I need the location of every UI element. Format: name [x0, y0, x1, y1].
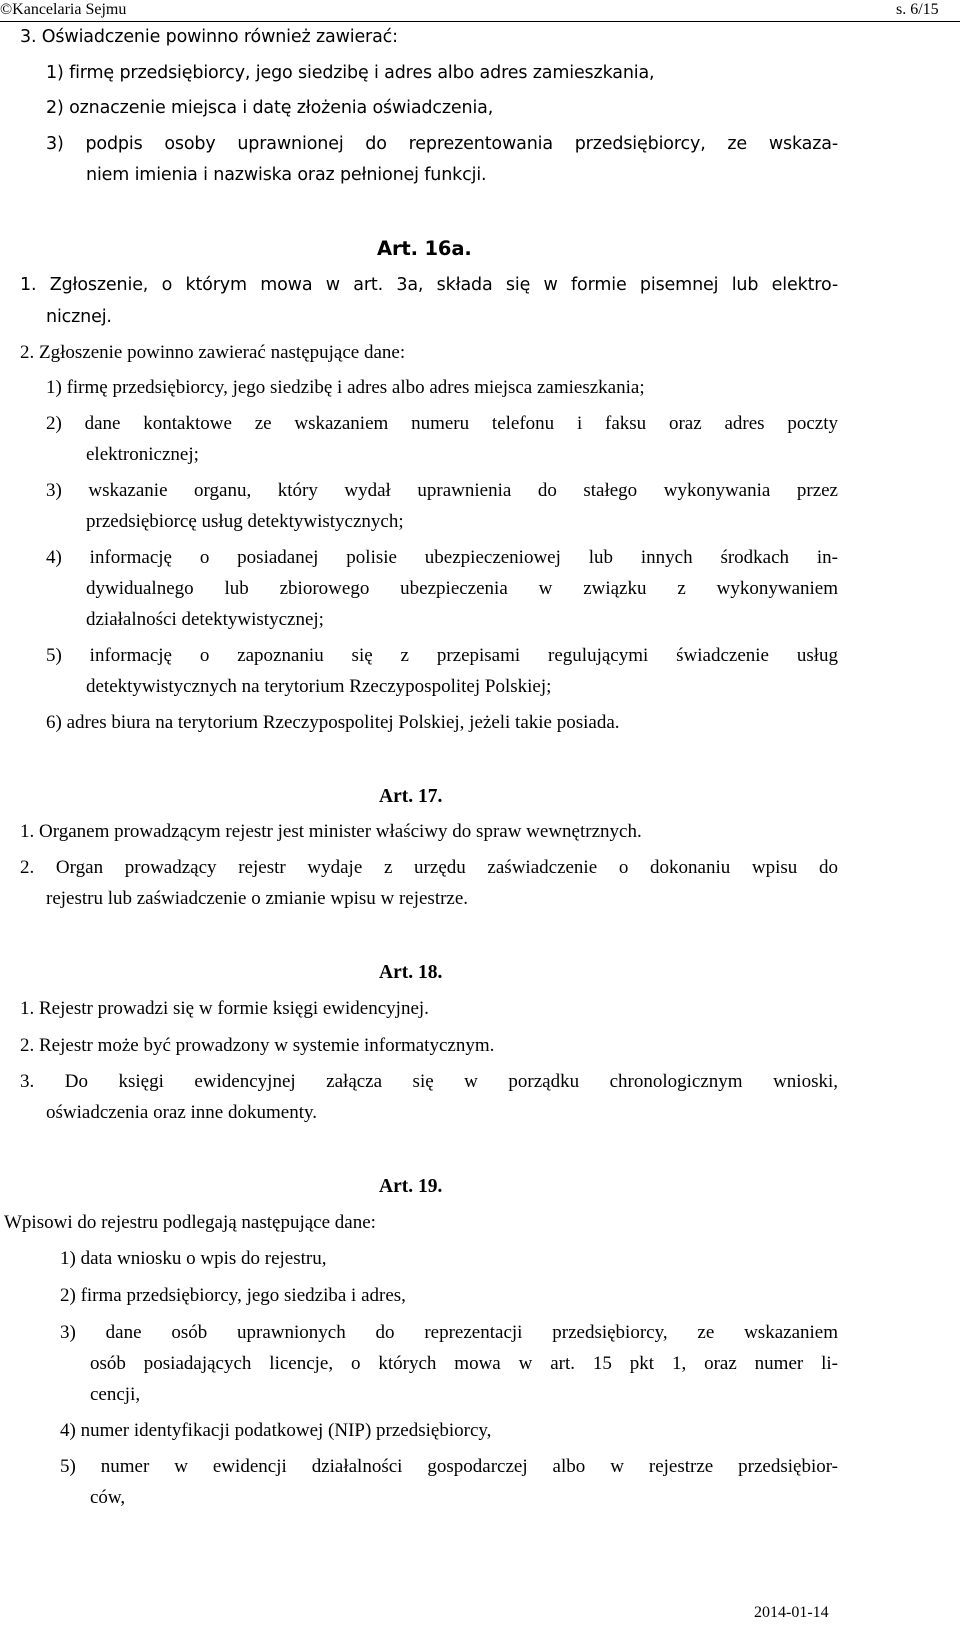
list-item: 2) oznaczenie miejsca i datę złożenia oświadczenia, [46, 98, 494, 118]
paragraph: Wpisowi do rejestru podlegają następujące dane: [4, 1212, 376, 1233]
list-item: 3) podpis osoby uprawnionej do reprezentowania przedsiębiorcy, ze wskaza- [46, 134, 838, 154]
list-item: 1) data wniosku o wpis do rejestru, [60, 1248, 327, 1269]
list-item: 5) informację o zapoznaniu się z przepisami regulującymi świadczenie usług [46, 645, 838, 666]
list-item-continuation: niem imienia i nazwiska oraz pełnionej funkcji. [86, 165, 487, 185]
paragraph: 3. Do księgi ewidencyjnej załącza się w porządku chronologicznym wnioski, [20, 1071, 838, 1092]
list-item-continuation: elektronicznej; [86, 444, 199, 465]
list-item-continuation: osób posiadających licencje, o których mowa w art. 15 pkt 1, oraz numer li- [90, 1353, 838, 1374]
paragraph-continuation: nicznej. [46, 307, 112, 327]
paragraph: 1. Organem prowadzącym rejestr jest minister właściwy do spraw wewnętrznych. [20, 821, 642, 842]
header-source: ©Kancelaria Sejmu [0, 1, 127, 18]
footer-date: 2014-01-14 [754, 1604, 829, 1621]
paragraph: 1. Rejestr prowadzi się w formie księgi ewidencyjnej. [20, 998, 429, 1019]
header-divider [0, 21, 960, 22]
list-item: 1) firmę przedsiębiorcy, jego siedzibę i adres albo adres miejsca zamieszkania; [46, 377, 645, 398]
list-item: 1) firmę przedsiębiorcy, jego siedzibę i adres albo adres zamieszkania, [46, 63, 655, 83]
list-item: 4) numer identyfikacji podatkowej (NIP) przedsiębiorcy, [60, 1420, 492, 1441]
list-item: 3) wskazanie organu, który wydał uprawnienia do stałego wykonywania przez [46, 480, 838, 501]
paragraph-continuation: oświadczenia oraz inne dokumenty. [46, 1102, 318, 1123]
list-item: 6) adres biura na terytorium Rzeczypospolitej Polskiej, jeżeli takie posiada. [46, 712, 620, 733]
paragraph-continuation: rejestru lub zaświadczenie o zmianie wpisu w rejestrze. [46, 888, 469, 909]
article-heading: Art. 18. [379, 962, 443, 983]
paragraph: 2. Zgłoszenie powinno zawierać następujące dane: [20, 342, 406, 363]
list-item-continuation: przedsiębiorcę usług detektywistycznych; [86, 511, 404, 532]
paragraph: 2. Organ prowadzący rejestr wydaje z urzędu zaświadczenie o dokonaniu wpisu do [20, 857, 838, 878]
list-item: 4) informację o posiadanej polisie ubezpieczeniowej lub innych środkach in- [46, 547, 838, 568]
list-item-continuation: cencji, [90, 1384, 141, 1405]
list-item: 5) numer w ewidencji działalności gospodarczej albo w rejestrze przedsiębior- [60, 1456, 838, 1477]
list-item-continuation: działalności detektywistycznej; [86, 609, 324, 630]
list-item-continuation: detektywistycznych na terytorium Rzeczypospolitej Polskiej; [86, 676, 552, 697]
list-item-continuation: ców, [90, 1487, 126, 1508]
list-item: 2) firma przedsiębiorcy, jego siedziba i adres, [60, 1285, 406, 1306]
list-item-continuation: dywidualnego lub zbiorowego ubezpieczenia w związku z wykonywaniem [86, 578, 838, 599]
list-item: 3) dane osób uprawnionych do reprezentacji przedsiębiorcy, ze wskazaniem [60, 1322, 838, 1343]
list-item: 2) dane kontaktowe ze wskazaniem numeru telefonu i faksu oraz adres poczty [46, 413, 838, 434]
paragraph: 1. Zgłoszenie, o którym mowa w art. 3a, składa się w formie pisemnej lub elektro- [20, 275, 838, 295]
article-heading: Art. 16a. [377, 237, 472, 260]
paragraph: 2. Rejestr może być prowadzony w systemie informatycznym. [20, 1035, 495, 1056]
paragraph-3: 3. Oświadczenie powinno również zawierać: [20, 27, 398, 47]
article-heading: Art. 19. [379, 1176, 443, 1197]
header-page-number: s. 6/15 [896, 1, 939, 18]
article-heading: Art. 17. [379, 786, 443, 807]
